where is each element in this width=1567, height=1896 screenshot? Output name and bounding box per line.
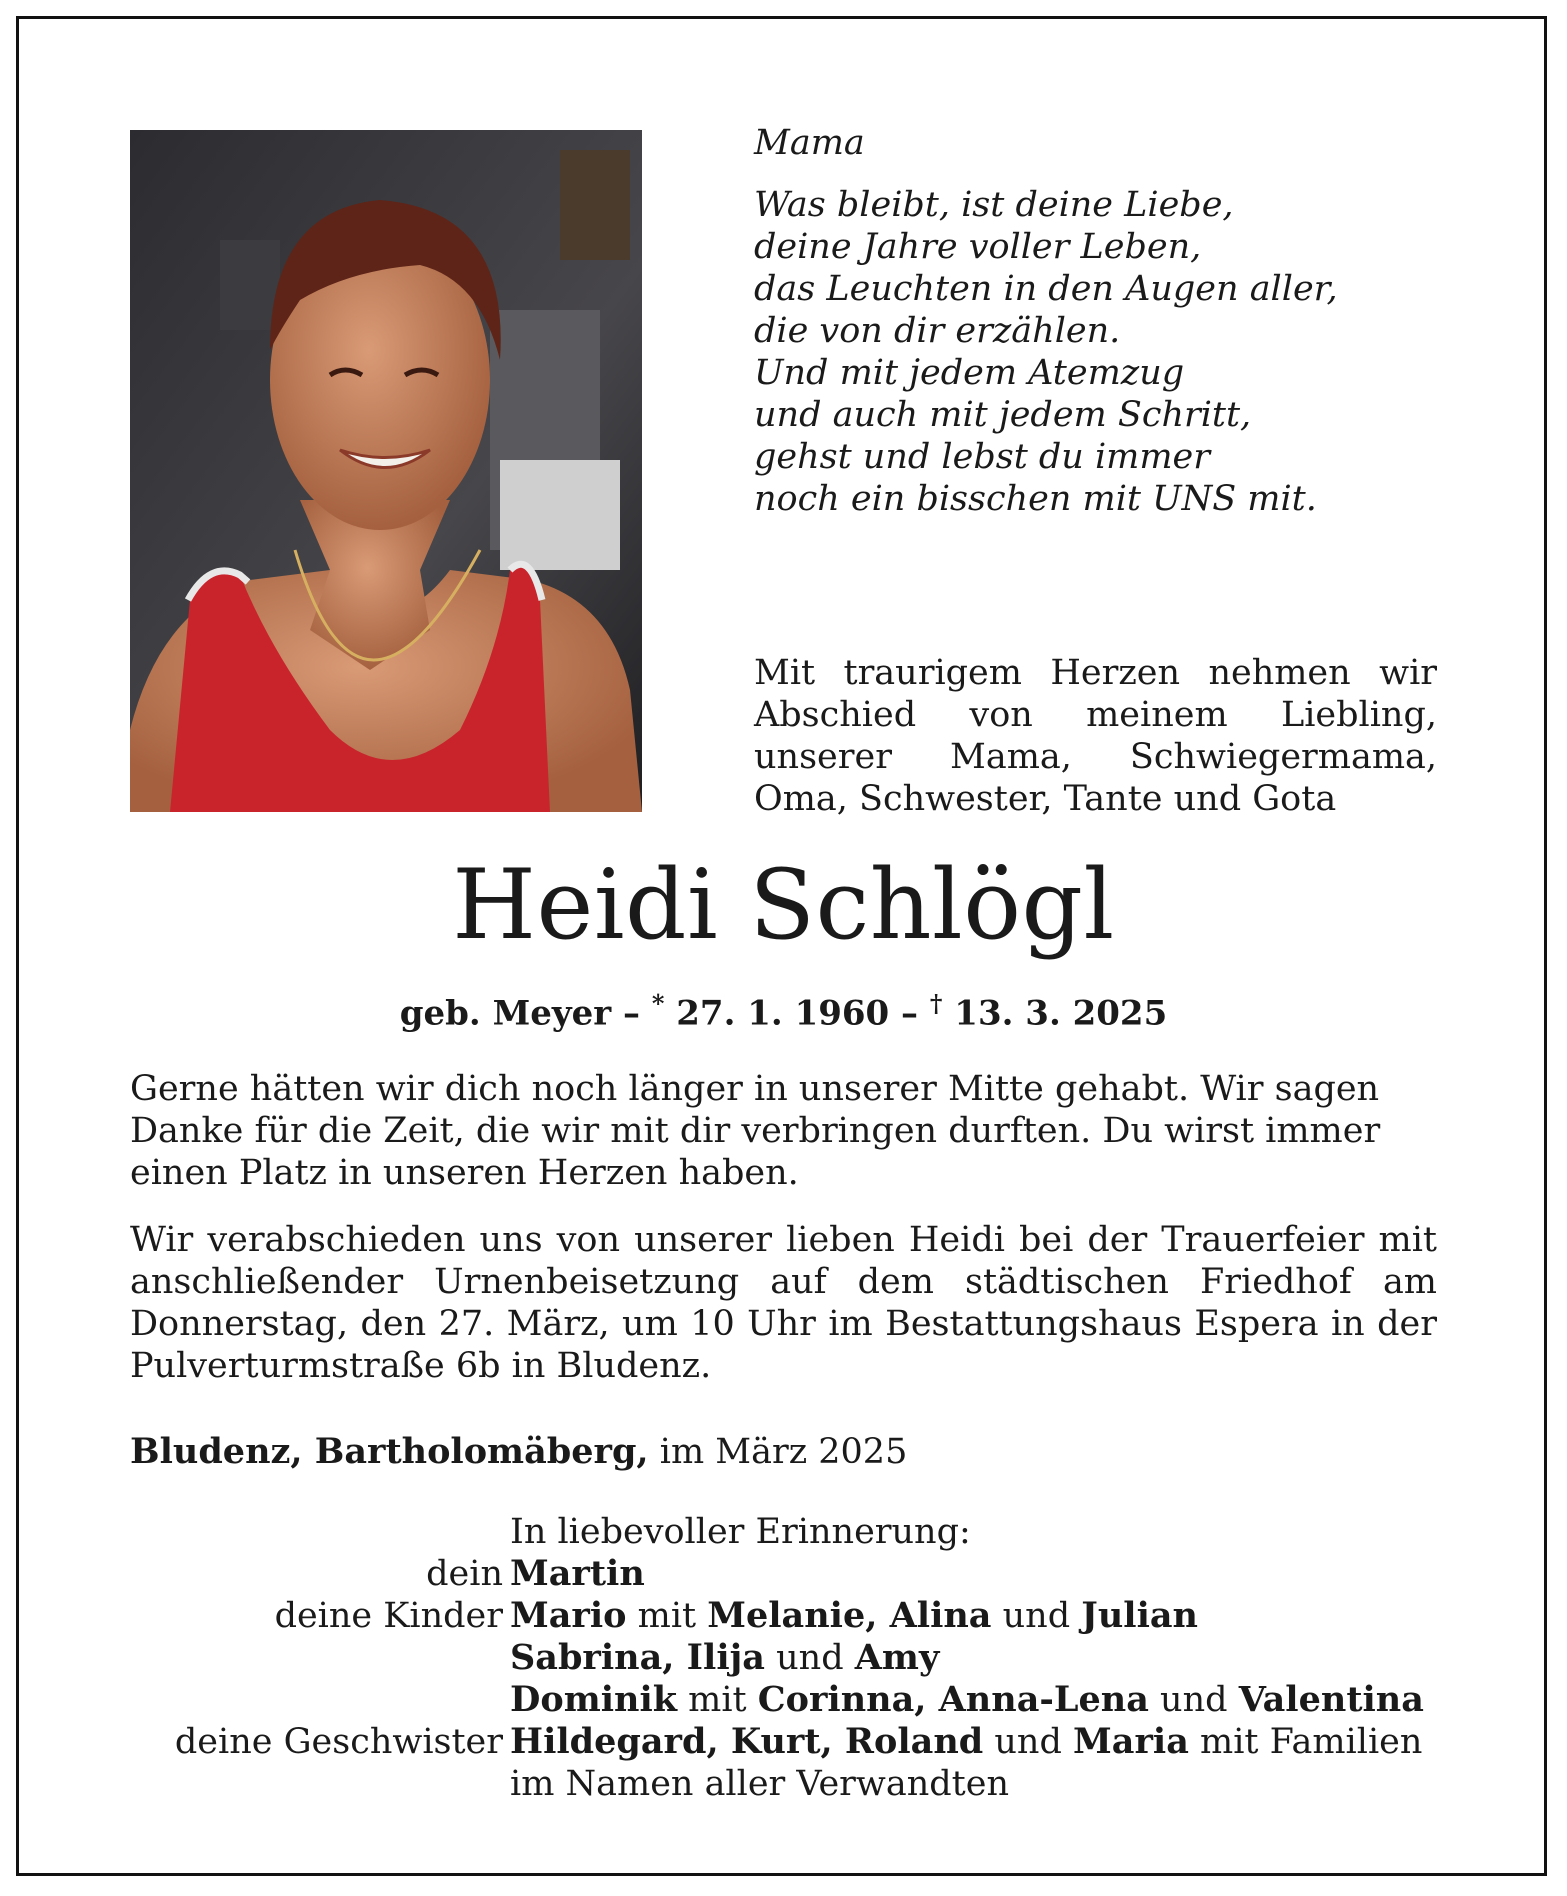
place-towns: Bludenz, Bartholomäberg, <box>130 1431 649 1472</box>
family-name: Julian <box>1081 1595 1199 1636</box>
family-row: Dominik mit Corinna, Anna-Lena und Valentina <box>510 1679 1424 1720</box>
notice-date: im März 2025 <box>659 1432 908 1472</box>
family-name: Corinna, Anna-Lena <box>757 1679 1149 1720</box>
farewell-paragraph: Gerne hätten wir dich noch länger in unserer Mitte gehabt. Wir sagen Danke für die Zeit, die wir mit dir verbringen durften. Du wirst immer einen Platz in unseren Herzen haben. <box>130 1069 1381 1193</box>
poem-line: die von dir erzählen. <box>754 311 1121 351</box>
portrait-illustration <box>130 130 642 812</box>
ceremony-paragraph: Wir verabschieden uns von unserer lieben Heidi bei der Trauerfeier mit anschließender Urnenbeisetzung auf dem städtischen Friedhof am Donnerstag, den 27. März, um 10 Uhr im Bestattungshaus Espera in der Pulverturmstraße 6b in Bludenz. <box>130 1220 1437 1386</box>
birth-date: 27. 1. 1960 <box>676 993 890 1034</box>
portrait-photo <box>130 130 642 812</box>
poem-line: Und mit jedem Atemzug <box>754 353 1185 393</box>
poem-line: und auch mit jedem Schritt, <box>754 395 1252 435</box>
maiden-name: geb. Meyer <box>399 993 612 1034</box>
family-list <box>130 1511 1437 1805</box>
family-heading: In liebevoller Erinnerung: <box>510 1512 971 1552</box>
family-row: deine Geschwister Hildegard, Kurt, Roland und Maria mit Familien <box>130 1721 1437 1763</box>
family-name: Amy <box>854 1637 940 1678</box>
family-row: deine Kinder Mario mit Melanie, Alina und Julian <box>130 1595 1437 1637</box>
family-name: Valentina <box>1238 1679 1424 1720</box>
birth-symbol: * <box>651 989 665 1018</box>
poem-title: Mama <box>754 123 865 163</box>
place-and-date <box>130 1431 1430 1473</box>
poem-line: deine Jahre voller Leben, <box>754 227 1202 267</box>
family-name: Melanie, Alina <box>707 1595 992 1636</box>
poem-line: gehst und lebst du immer <box>754 437 1210 477</box>
deceased-name: Heidi Schlögl <box>452 849 1115 961</box>
family-name: Dominik <box>510 1679 678 1720</box>
poem-line: Was bleibt, ist deine Liebe, <box>754 185 1234 225</box>
poem-line: noch ein bisschen mit UNS mit. <box>754 479 1317 519</box>
intro-text: Mit traurigem Herzen nehmen wir Abschied von meinem Liebling, unserer Mama, Schwiegermama, Oma, Schwester, Tante und Gota <box>754 653 1437 819</box>
birth-death-dates: geb. Meyer – * 27. 1. 1960 – † 13. 3. 2025 <box>399 989 1168 1034</box>
family-name: Sabrina, Ilija <box>510 1637 765 1678</box>
death-date: 13. 3. 2025 <box>954 993 1168 1034</box>
relation-label: dein <box>426 1554 503 1594</box>
family-heading-row <box>130 1511 1437 1553</box>
poem <box>754 122 1454 520</box>
family-name: Maria <box>1073 1721 1189 1762</box>
family-name: Hildegard, Kurt, Roland <box>510 1721 984 1762</box>
family-row <box>130 1763 1437 1805</box>
family-row: Sabrina, Ilija und Amy <box>510 1637 940 1678</box>
family-row <box>130 1553 1437 1595</box>
relation-label: deine Geschwister <box>174 1722 503 1762</box>
family-name: Martin <box>510 1553 645 1594</box>
death-symbol: † <box>929 989 943 1018</box>
family-name: Mario <box>510 1595 627 1636</box>
poem-line: das Leuchten in den Augen aller, <box>754 269 1338 309</box>
relation-label: deine Kinder <box>274 1596 503 1636</box>
family-footer: im Namen aller Verwandten <box>510 1764 1009 1804</box>
